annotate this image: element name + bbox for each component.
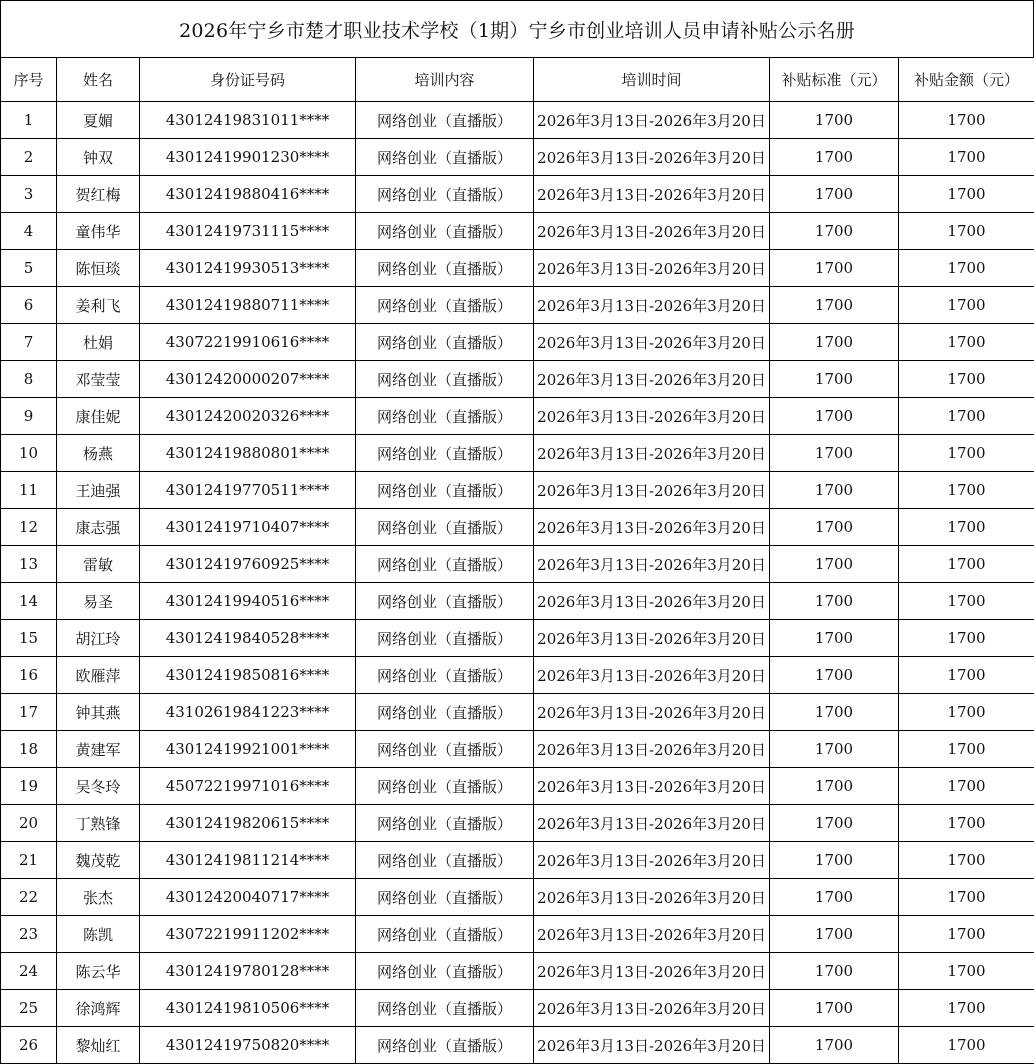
cell-training-time: 2026年3月13日-2026年3月20日 bbox=[534, 694, 770, 731]
table-row bbox=[1, 472, 1034, 509]
cell-serial: 13 bbox=[1, 546, 57, 583]
cell-serial: 25 bbox=[1, 990, 57, 1027]
cell-id-number: 43012419880711**** bbox=[140, 287, 356, 324]
table-body bbox=[1, 102, 1034, 1064]
table-row bbox=[1, 102, 1034, 139]
cell-subsidy-amount: 1700 bbox=[899, 842, 1034, 879]
table-row bbox=[1, 176, 1034, 213]
cell-name: 童伟华 bbox=[57, 213, 140, 250]
cell-subsidy-standard: 1700 bbox=[770, 324, 899, 361]
table-row bbox=[1, 361, 1034, 398]
roster-table bbox=[0, 57, 1034, 1064]
cell-subsidy-amount: 1700 bbox=[899, 694, 1034, 731]
cell-name: 邓莹莹 bbox=[57, 361, 140, 398]
cell-serial: 26 bbox=[1, 1027, 57, 1064]
cell-training-content: 网络创业（直播版） bbox=[356, 953, 534, 990]
cell-subsidy-amount: 1700 bbox=[899, 213, 1034, 250]
cell-training-content: 网络创业（直播版） bbox=[356, 916, 534, 953]
cell-training-time: 2026年3月13日-2026年3月20日 bbox=[534, 287, 770, 324]
cell-id-number: 43012419930513**** bbox=[140, 250, 356, 287]
table-row bbox=[1, 731, 1034, 768]
cell-subsidy-amount: 1700 bbox=[899, 583, 1034, 620]
cell-name: 杨燕 bbox=[57, 435, 140, 472]
cell-serial: 1 bbox=[1, 102, 57, 139]
cell-subsidy-standard: 1700 bbox=[770, 694, 899, 731]
cell-training-content: 网络创业（直播版） bbox=[356, 583, 534, 620]
cell-subsidy-amount: 1700 bbox=[899, 1027, 1034, 1064]
cell-training-content: 网络创业（直播版） bbox=[356, 694, 534, 731]
cell-subsidy-amount: 1700 bbox=[899, 509, 1034, 546]
table-row bbox=[1, 1027, 1034, 1064]
cell-id-number: 43012419921001**** bbox=[140, 731, 356, 768]
cell-name: 姜利飞 bbox=[57, 287, 140, 324]
cell-training-content: 网络创业（直播版） bbox=[356, 139, 534, 176]
cell-training-time: 2026年3月13日-2026年3月20日 bbox=[534, 916, 770, 953]
cell-subsidy-amount: 1700 bbox=[899, 287, 1034, 324]
cell-subsidy-standard: 1700 bbox=[770, 620, 899, 657]
cell-training-time: 2026年3月13日-2026年3月20日 bbox=[534, 139, 770, 176]
cell-training-time: 2026年3月13日-2026年3月20日 bbox=[534, 509, 770, 546]
cell-id-number: 43012419710407**** bbox=[140, 509, 356, 546]
cell-subsidy-amount: 1700 bbox=[899, 916, 1034, 953]
cell-subsidy-standard: 1700 bbox=[770, 990, 899, 1027]
cell-training-content: 网络创业（直播版） bbox=[356, 1027, 534, 1064]
cell-training-content: 网络创业（直播版） bbox=[356, 361, 534, 398]
cell-serial: 24 bbox=[1, 953, 57, 990]
cell-training-content: 网络创业（直播版） bbox=[356, 472, 534, 509]
cell-name: 陈恒琰 bbox=[57, 250, 140, 287]
cell-serial: 16 bbox=[1, 657, 57, 694]
cell-name: 夏媚 bbox=[57, 102, 140, 139]
cell-training-content: 网络创业（直播版） bbox=[356, 509, 534, 546]
cell-training-content: 网络创业（直播版） bbox=[356, 398, 534, 435]
cell-training-time: 2026年3月13日-2026年3月20日 bbox=[534, 768, 770, 805]
cell-training-time: 2026年3月13日-2026年3月20日 bbox=[534, 583, 770, 620]
cell-id-number: 43012419780128**** bbox=[140, 953, 356, 990]
cell-subsidy-amount: 1700 bbox=[899, 398, 1034, 435]
cell-subsidy-amount: 1700 bbox=[899, 953, 1034, 990]
cell-id-number: 43012419831011**** bbox=[140, 102, 356, 139]
cell-serial: 23 bbox=[1, 916, 57, 953]
cell-training-time: 2026年3月13日-2026年3月20日 bbox=[534, 805, 770, 842]
cell-training-content: 网络创业（直播版） bbox=[356, 657, 534, 694]
cell-subsidy-amount: 1700 bbox=[899, 102, 1034, 139]
cell-training-content: 网络创业（直播版） bbox=[356, 176, 534, 213]
cell-training-content: 网络创业（直播版） bbox=[356, 213, 534, 250]
cell-name: 雷敏 bbox=[57, 546, 140, 583]
cell-id-number: 43012419880801**** bbox=[140, 435, 356, 472]
cell-training-content: 网络创业（直播版） bbox=[356, 250, 534, 287]
cell-training-time: 2026年3月13日-2026年3月20日 bbox=[534, 361, 770, 398]
cell-subsidy-standard: 1700 bbox=[770, 435, 899, 472]
cell-id-number: 43102619841223**** bbox=[140, 694, 356, 731]
table-row bbox=[1, 287, 1034, 324]
header-name: 姓名 bbox=[57, 58, 140, 102]
cell-id-number: 43012419940516**** bbox=[140, 583, 356, 620]
cell-subsidy-standard: 1700 bbox=[770, 213, 899, 250]
cell-subsidy-standard: 1700 bbox=[770, 361, 899, 398]
cell-subsidy-standard: 1700 bbox=[770, 398, 899, 435]
cell-id-number: 43012419760925**** bbox=[140, 546, 356, 583]
cell-training-time: 2026年3月13日-2026年3月20日 bbox=[534, 657, 770, 694]
cell-name: 杜娟 bbox=[57, 324, 140, 361]
table-row bbox=[1, 805, 1034, 842]
cell-subsidy-standard: 1700 bbox=[770, 768, 899, 805]
cell-name: 胡江玲 bbox=[57, 620, 140, 657]
cell-name: 陈凯 bbox=[57, 916, 140, 953]
cell-id-number: 43012419901230**** bbox=[140, 139, 356, 176]
cell-training-content: 网络创业（直播版） bbox=[356, 324, 534, 361]
cell-training-content: 网络创业（直播版） bbox=[356, 990, 534, 1027]
cell-serial: 20 bbox=[1, 805, 57, 842]
cell-id-number: 43012419880416**** bbox=[140, 176, 356, 213]
cell-subsidy-standard: 1700 bbox=[770, 509, 899, 546]
cell-serial: 9 bbox=[1, 398, 57, 435]
cell-serial: 6 bbox=[1, 287, 57, 324]
cell-subsidy-amount: 1700 bbox=[899, 731, 1034, 768]
table-row bbox=[1, 509, 1034, 546]
cell-subsidy-amount: 1700 bbox=[899, 139, 1034, 176]
cell-name: 欧雁萍 bbox=[57, 657, 140, 694]
cell-serial: 7 bbox=[1, 324, 57, 361]
cell-id-number: 43012419811214**** bbox=[140, 842, 356, 879]
cell-subsidy-amount: 1700 bbox=[899, 435, 1034, 472]
cell-training-content: 网络创业（直播版） bbox=[356, 620, 534, 657]
cell-subsidy-amount: 1700 bbox=[899, 657, 1034, 694]
cell-serial: 11 bbox=[1, 472, 57, 509]
cell-training-time: 2026年3月13日-2026年3月20日 bbox=[534, 398, 770, 435]
cell-training-time: 2026年3月13日-2026年3月20日 bbox=[534, 324, 770, 361]
table-row bbox=[1, 324, 1034, 361]
table-row bbox=[1, 583, 1034, 620]
cell-training-content: 网络创业（直播版） bbox=[356, 546, 534, 583]
cell-subsidy-amount: 1700 bbox=[899, 990, 1034, 1027]
cell-name: 魏茂乾 bbox=[57, 842, 140, 879]
cell-subsidy-standard: 1700 bbox=[770, 583, 899, 620]
cell-serial: 4 bbox=[1, 213, 57, 250]
table-row bbox=[1, 213, 1034, 250]
table-row bbox=[1, 398, 1034, 435]
cell-training-content: 网络创业（直播版） bbox=[356, 287, 534, 324]
cell-subsidy-standard: 1700 bbox=[770, 731, 899, 768]
cell-serial: 17 bbox=[1, 694, 57, 731]
cell-training-time: 2026年3月13日-2026年3月20日 bbox=[534, 213, 770, 250]
table-row bbox=[1, 916, 1034, 953]
cell-training-content: 网络创业（直播版） bbox=[356, 805, 534, 842]
cell-training-content: 网络创业（直播版） bbox=[356, 435, 534, 472]
cell-subsidy-standard: 1700 bbox=[770, 546, 899, 583]
header-id-number: 身份证号码 bbox=[140, 58, 356, 102]
cell-name: 王迪强 bbox=[57, 472, 140, 509]
cell-training-time: 2026年3月13日-2026年3月20日 bbox=[534, 472, 770, 509]
cell-serial: 21 bbox=[1, 842, 57, 879]
document-title: 2026年宁乡市楚才职业技术学校（1期）宁乡市创业培训人员申请补贴公示名册 bbox=[0, 0, 1034, 57]
cell-subsidy-amount: 1700 bbox=[899, 472, 1034, 509]
table-row bbox=[1, 435, 1034, 472]
cell-training-time: 2026年3月13日-2026年3月20日 bbox=[534, 435, 770, 472]
table-row bbox=[1, 953, 1034, 990]
cell-subsidy-standard: 1700 bbox=[770, 842, 899, 879]
table-row bbox=[1, 250, 1034, 287]
cell-serial: 8 bbox=[1, 361, 57, 398]
cell-subsidy-standard: 1700 bbox=[770, 176, 899, 213]
cell-id-number: 43012420000207**** bbox=[140, 361, 356, 398]
cell-name: 吴冬玲 bbox=[57, 768, 140, 805]
cell-subsidy-standard: 1700 bbox=[770, 657, 899, 694]
cell-training-time: 2026年3月13日-2026年3月20日 bbox=[534, 176, 770, 213]
cell-id-number: 43072219911202**** bbox=[140, 916, 356, 953]
cell-serial: 5 bbox=[1, 250, 57, 287]
cell-training-time: 2026年3月13日-2026年3月20日 bbox=[534, 990, 770, 1027]
cell-subsidy-standard: 1700 bbox=[770, 879, 899, 916]
cell-subsidy-amount: 1700 bbox=[899, 879, 1034, 916]
cell-serial: 15 bbox=[1, 620, 57, 657]
cell-training-time: 2026年3月13日-2026年3月20日 bbox=[534, 1027, 770, 1064]
cell-training-content: 网络创业（直播版） bbox=[356, 879, 534, 916]
header-subsidy-amount: 补贴金额（元） bbox=[899, 58, 1034, 102]
cell-id-number: 43012420020326**** bbox=[140, 398, 356, 435]
cell-training-time: 2026年3月13日-2026年3月20日 bbox=[534, 250, 770, 287]
cell-name: 张杰 bbox=[57, 879, 140, 916]
cell-subsidy-amount: 1700 bbox=[899, 768, 1034, 805]
cell-serial: 3 bbox=[1, 176, 57, 213]
cell-training-time: 2026年3月13日-2026年3月20日 bbox=[534, 842, 770, 879]
cell-name: 黄建军 bbox=[57, 731, 140, 768]
header-serial: 序号 bbox=[1, 58, 57, 102]
cell-id-number: 43012419770511**** bbox=[140, 472, 356, 509]
cell-subsidy-standard: 1700 bbox=[770, 953, 899, 990]
table-row bbox=[1, 139, 1034, 176]
table-row bbox=[1, 657, 1034, 694]
table-row bbox=[1, 546, 1034, 583]
cell-subsidy-standard: 1700 bbox=[770, 102, 899, 139]
cell-name: 贺红梅 bbox=[57, 176, 140, 213]
cell-id-number: 43012419731115**** bbox=[140, 213, 356, 250]
cell-training-time: 2026年3月13日-2026年3月20日 bbox=[534, 620, 770, 657]
cell-subsidy-standard: 1700 bbox=[770, 805, 899, 842]
cell-subsidy-amount: 1700 bbox=[899, 324, 1034, 361]
cell-training-time: 2026年3月13日-2026年3月20日 bbox=[534, 102, 770, 139]
table-row bbox=[1, 620, 1034, 657]
cell-name: 康佳妮 bbox=[57, 398, 140, 435]
cell-training-time: 2026年3月13日-2026年3月20日 bbox=[534, 879, 770, 916]
header-row bbox=[1, 58, 1034, 102]
cell-serial: 19 bbox=[1, 768, 57, 805]
table-row bbox=[1, 990, 1034, 1027]
cell-subsidy-amount: 1700 bbox=[899, 176, 1034, 213]
cell-serial: 2 bbox=[1, 139, 57, 176]
cell-subsidy-amount: 1700 bbox=[899, 250, 1034, 287]
cell-subsidy-standard: 1700 bbox=[770, 916, 899, 953]
cell-subsidy-amount: 1700 bbox=[899, 361, 1034, 398]
cell-id-number: 43012419840528**** bbox=[140, 620, 356, 657]
table-row bbox=[1, 879, 1034, 916]
cell-subsidy-amount: 1700 bbox=[899, 620, 1034, 657]
cell-training-content: 网络创业（直播版） bbox=[356, 842, 534, 879]
header-training-content: 培训内容 bbox=[356, 58, 534, 102]
cell-name: 陈云华 bbox=[57, 953, 140, 990]
cell-training-content: 网络创业（直播版） bbox=[356, 768, 534, 805]
cell-training-content: 网络创业（直播版） bbox=[356, 102, 534, 139]
cell-subsidy-standard: 1700 bbox=[770, 139, 899, 176]
cell-id-number: 43012419850816**** bbox=[140, 657, 356, 694]
cell-name: 黎灿红 bbox=[57, 1027, 140, 1064]
table-row bbox=[1, 768, 1034, 805]
cell-subsidy-standard: 1700 bbox=[770, 1027, 899, 1064]
cell-subsidy-standard: 1700 bbox=[770, 287, 899, 324]
table-row bbox=[1, 694, 1034, 731]
cell-id-number: 43012419810506**** bbox=[140, 990, 356, 1027]
cell-serial: 14 bbox=[1, 583, 57, 620]
cell-training-time: 2026年3月13日-2026年3月20日 bbox=[534, 953, 770, 990]
cell-id-number: 43072219910616**** bbox=[140, 324, 356, 361]
cell-serial: 12 bbox=[1, 509, 57, 546]
table-header bbox=[1, 58, 1034, 102]
cell-name: 徐鸿辉 bbox=[57, 990, 140, 1027]
cell-subsidy-amount: 1700 bbox=[899, 805, 1034, 842]
cell-id-number: 43012420040717**** bbox=[140, 879, 356, 916]
cell-subsidy-amount: 1700 bbox=[899, 546, 1034, 583]
header-training-time: 培训时间 bbox=[534, 58, 770, 102]
cell-name: 丁熟锋 bbox=[57, 805, 140, 842]
cell-name: 钟其燕 bbox=[57, 694, 140, 731]
cell-name: 康志强 bbox=[57, 509, 140, 546]
cell-training-time: 2026年3月13日-2026年3月20日 bbox=[534, 731, 770, 768]
cell-name: 钟双 bbox=[57, 139, 140, 176]
cell-subsidy-standard: 1700 bbox=[770, 250, 899, 287]
cell-serial: 18 bbox=[1, 731, 57, 768]
cell-name: 易圣 bbox=[57, 583, 140, 620]
cell-training-content: 网络创业（直播版） bbox=[356, 731, 534, 768]
cell-training-time: 2026年3月13日-2026年3月20日 bbox=[534, 546, 770, 583]
table-row bbox=[1, 842, 1034, 879]
cell-id-number: 43012419750820**** bbox=[140, 1027, 356, 1064]
cell-serial: 10 bbox=[1, 435, 57, 472]
cell-id-number: 43012419820615**** bbox=[140, 805, 356, 842]
cell-id-number: 45072219971016**** bbox=[140, 768, 356, 805]
header-subsidy-standard: 补贴标准（元） bbox=[770, 58, 899, 102]
cell-serial: 22 bbox=[1, 879, 57, 916]
cell-subsidy-standard: 1700 bbox=[770, 472, 899, 509]
